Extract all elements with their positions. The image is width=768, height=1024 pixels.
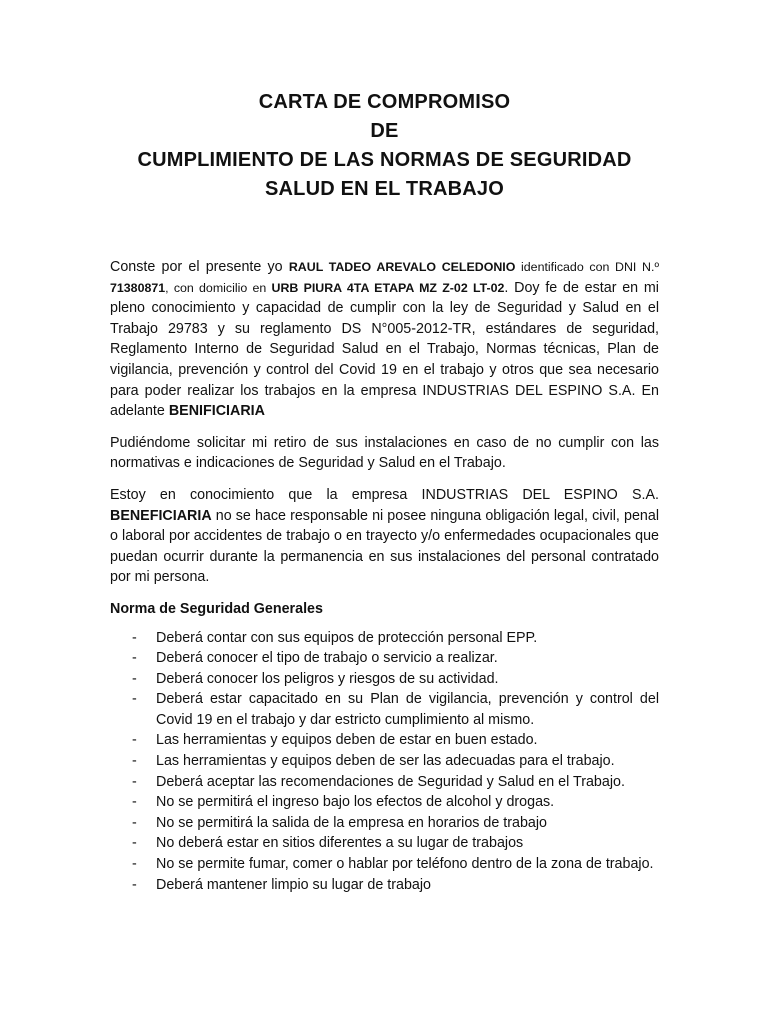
list-item bbox=[110, 772, 659, 793]
paragraph-liability bbox=[110, 485, 659, 588]
beneficiary-label: BENIFICIARIA bbox=[168, 403, 265, 420]
list-item-text: No deberá estar en sitios diferentes a su lugar de trabajos bbox=[156, 835, 524, 852]
liability-body: no se hace responsable ni posee ninguna obligación legal, civil, penal o laboral por accidentes de trabajo o en trayecto y/o enfermedades ocupacionales que puedan ocurrir durante la permanencia en sus instalaciones del personal contratado por mi persona. bbox=[110, 507, 659, 586]
bullet-dash: - bbox=[132, 650, 137, 667]
list-item bbox=[110, 833, 659, 854]
liability-beneficiary: BENEFICIARIA bbox=[110, 507, 212, 524]
document-body bbox=[110, 257, 659, 895]
bullet-dash: - bbox=[132, 732, 137, 749]
list-item-text: Deberá contar con sus equipos de protección personal EPP. bbox=[156, 629, 538, 646]
list-item bbox=[110, 751, 659, 772]
address-value: URB PIURA 4TA ETAPA MZ Z-02 LT-02 bbox=[271, 280, 505, 295]
bullet-dash: - bbox=[132, 856, 137, 873]
rules-list bbox=[110, 628, 659, 896]
liability-intro: Estoy en conocimiento que la empresa INDUSTRIAS DEL ESPINO S.A. bbox=[110, 486, 659, 503]
list-item bbox=[110, 730, 659, 751]
bullet-dash: - bbox=[132, 691, 137, 708]
bullet-dash: - bbox=[132, 876, 137, 893]
section-heading: Norma de Seguridad Generales bbox=[110, 600, 323, 617]
bullet-dash: - bbox=[132, 814, 137, 831]
list-item bbox=[110, 648, 659, 669]
bullet-dash: - bbox=[132, 670, 137, 687]
title-line-1: CARTA DE COMPROMISO bbox=[258, 91, 511, 113]
list-item bbox=[110, 813, 659, 834]
list-item bbox=[110, 689, 659, 730]
list-item-text: Deberá estar capacitado en su Plan de vigilancia, prevención y control del Covid 19 en el trabajo y dar estricto cumplimiento al mismo. bbox=[156, 691, 659, 728]
list-item-text: Deberá aceptar las recomendaciones de Seguridad y Salud en el Trabajo. bbox=[156, 773, 625, 790]
address-label: , con domicilio en bbox=[165, 280, 272, 295]
list-item-text: No se permite fumar, comer o hablar por teléfono dentro de la zona de trabajo. bbox=[156, 856, 654, 873]
declaration-body: . Doy fe de estar en mi pleno conocimiento y capacidad de cumplir con la ley de Seguridad y Salud en el Trabajo 29783 y su reglamento DS N°005-2012-TR, estándares de seguridad, Reglamento Interno de Seguridad Salud en el Trabajo, Normas técnicas, Plan de vigilancia, prevención y control del Covid 19 en el trabajo y otros que sea necesario para poder realizar los trabajos en la empresa INDUSTRIAS DEL ESPINO S.A. En adelante bbox=[110, 279, 659, 420]
list-item-text: Las herramientas y equipos deben de estar en buen estado. bbox=[156, 732, 538, 749]
list-item-text: Deberá conocer el tipo de trabajo o servicio a realizar. bbox=[156, 650, 498, 667]
document-title bbox=[110, 0, 659, 204]
bullet-dash: - bbox=[132, 773, 137, 790]
list-item bbox=[110, 792, 659, 813]
list-item bbox=[110, 669, 659, 690]
declaration-intro: Conste por el presente yo bbox=[110, 259, 289, 275]
bullet-dash: - bbox=[132, 835, 137, 852]
bullet-dash: - bbox=[132, 753, 137, 770]
title-line-3: CUMPLIMIENTO DE LAS NORMAS DE SEGURIDAD bbox=[137, 149, 632, 171]
paragraph-declaration bbox=[110, 257, 659, 422]
bullet-dash: - bbox=[132, 629, 137, 646]
list-item bbox=[110, 854, 659, 875]
list-item-text: Deberá mantener limpio su lugar de trabajo bbox=[156, 876, 431, 893]
list-item-text: Deberá conocer los peligros y riesgos de su actividad. bbox=[156, 670, 499, 687]
list-item-text: No se permitirá la salida de la empresa en horarios de trabajo bbox=[156, 814, 547, 831]
dni-number: 71380871 bbox=[110, 280, 166, 295]
id-label: identificado con DNI N.º bbox=[515, 260, 659, 274]
list-item-text: No se permitirá el ingreso bajo los efectos de alcohol y drogas. bbox=[156, 794, 555, 811]
title-line-4: SALUD EN EL TRABAJO bbox=[264, 178, 504, 200]
title-line-2: DE bbox=[370, 120, 399, 142]
paragraph-withdrawal: Pudiéndome solicitar mi retiro de sus instalaciones en caso de no cumplir con las normativas e indicaciones de Seguridad y Salud en el Trabajo. bbox=[110, 434, 659, 472]
list-item bbox=[110, 875, 659, 896]
list-item-text: Las herramientas y equipos deben de ser las adecuadas para el trabajo. bbox=[156, 753, 615, 770]
bullet-dash: - bbox=[132, 794, 137, 811]
list-item bbox=[110, 628, 659, 649]
declarant-name: RAUL TADEO AREVALO CELEDONIO bbox=[288, 260, 516, 274]
